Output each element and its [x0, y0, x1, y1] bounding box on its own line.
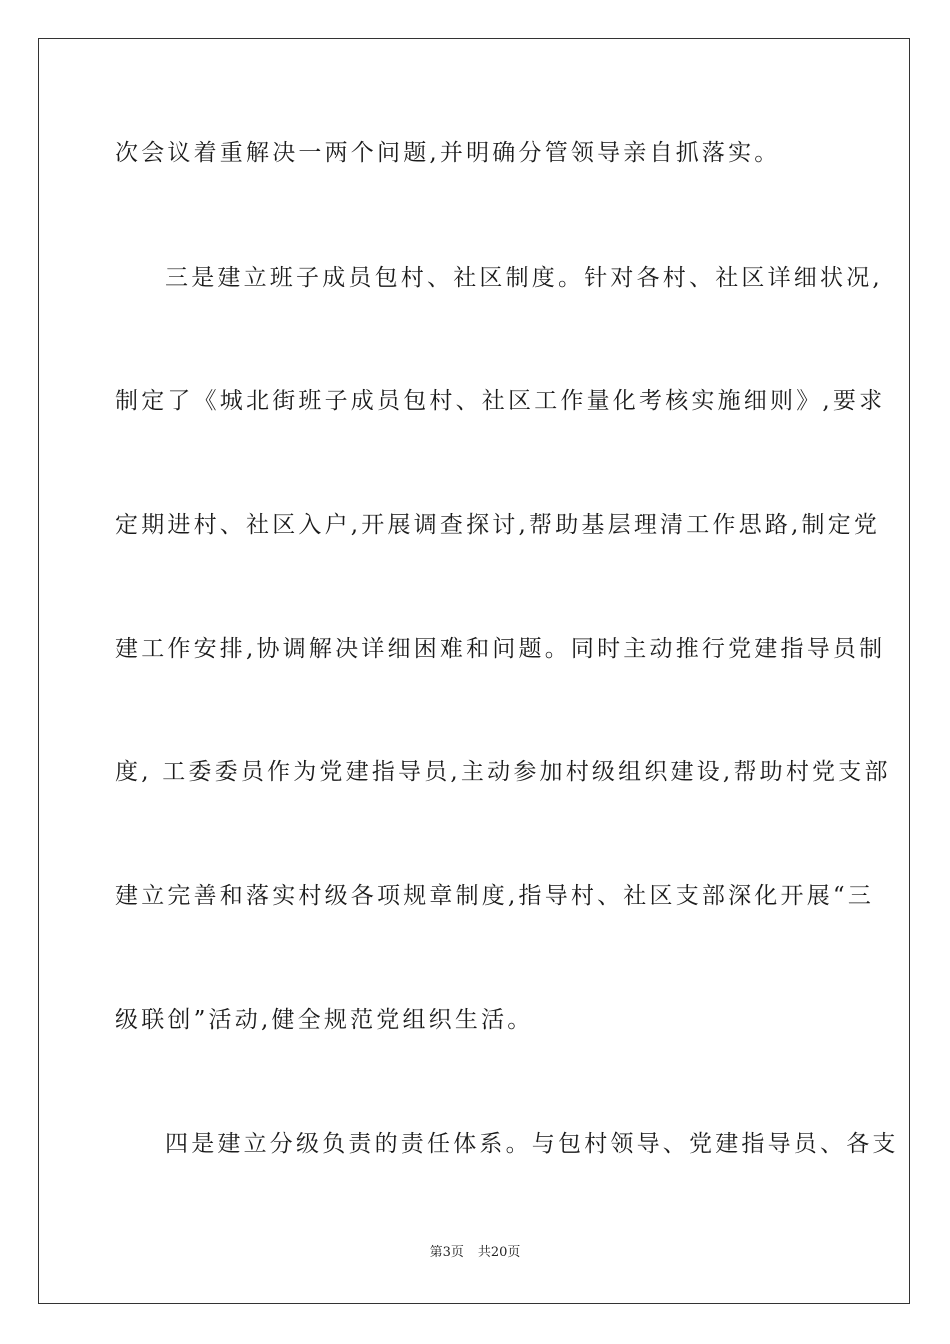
text-line-7: 建立完善和落实村级各项规章制度,指导村、社区支部深化开展“三: [115, 883, 875, 909]
page-number: 第3页: [429, 1245, 464, 1260]
text-line-2: 三是建立班子成员包村、社区制度。针对各村、社区详细状况,: [165, 265, 883, 291]
page-total: 共20页: [477, 1245, 521, 1260]
text-line-5: 建工作安排,协调解决详细困难和问题。同时主动推行党建指导员制: [115, 636, 886, 662]
text-line-6: 度, 工委委员作为党建指导员,主动参加村级组织建设,帮助村党支部: [115, 759, 891, 785]
page-border: [38, 38, 910, 1304]
text-line-4: 定期进村、社区入户,开展调查探讨,帮助基层理清工作思路,制定党: [115, 512, 881, 538]
text-line-9: 四是建立分级负责的责任体系。与包村领导、党建指导员、各支: [165, 1131, 899, 1157]
text-line-3: 制定了《城北街班子成员包村、社区工作量化考核实施细则》,要求: [115, 388, 886, 414]
text-line-1: 次会议着重解决一两个问题,并明确分管领导亲自抓落实。: [115, 140, 781, 166]
text-line-8: 级联创”活动,健全规范党组织生活。: [115, 1007, 534, 1033]
page-footer: [0, 1244, 950, 1262]
